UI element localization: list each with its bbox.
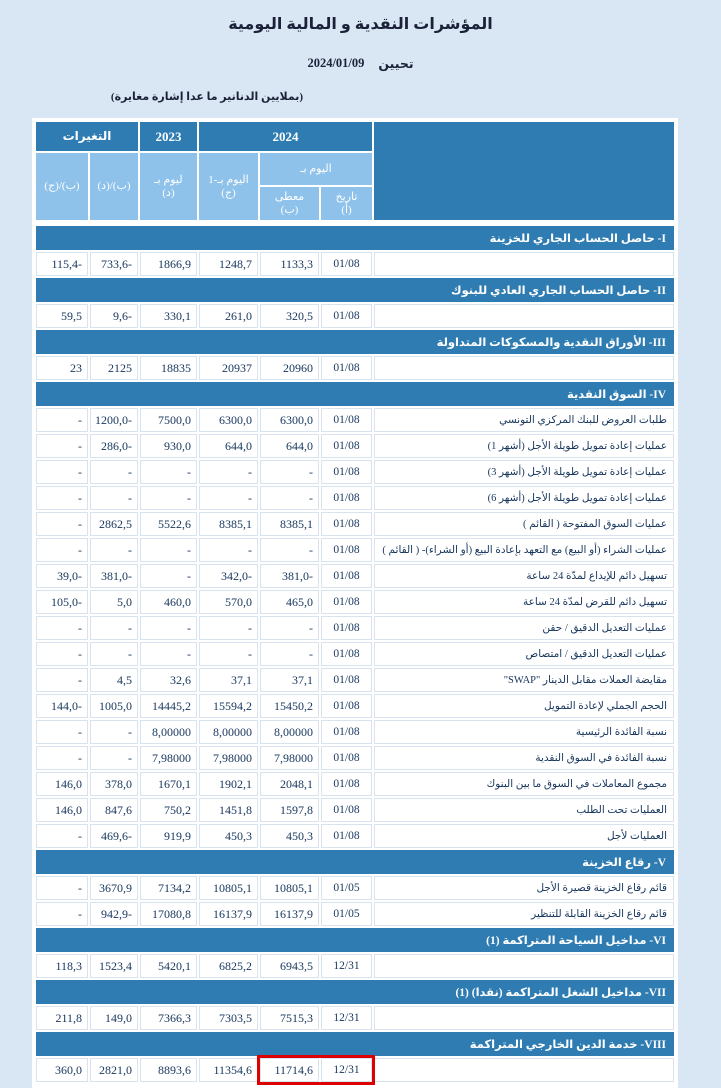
cell-change-b-over-c: -	[36, 538, 88, 562]
cell-prev-day-c: 261,0	[199, 304, 258, 328]
cell-prev-day-c: 570,0	[199, 590, 258, 614]
cell-indicator-label: عمليات التعديل الدقيق / حقن	[374, 616, 674, 640]
cell-indicator-label: الحجم الجملي لإعادة التمويل	[374, 694, 674, 718]
section-header-band: VII- مداخيل الشغل المتراكمة (نقدا) (1)	[36, 980, 674, 1004]
table-row	[36, 772, 674, 796]
cell-change-b-over-c: -	[36, 486, 88, 510]
cell-indicator-label: تسهيل دائم للقرض لمدّة 24 ساعة	[374, 590, 674, 614]
cell-change-b-over-d: -	[90, 486, 138, 510]
cell-date-a: 01/08	[321, 668, 372, 692]
cell-today-b: 1133,3	[260, 252, 319, 276]
cell-change-b-over-c: 146,0	[36, 772, 88, 796]
cell-change-b-over-d: 942,9-	[90, 902, 138, 926]
cell-change-b-over-c: -	[36, 434, 88, 458]
cell-date-a: 01/08	[321, 772, 372, 796]
cell-prev-day-c: 644,0	[199, 434, 258, 458]
cell-change-b-over-c: 146,0	[36, 798, 88, 822]
cell-prev-day-c: 1451,8	[199, 798, 258, 822]
cell-2023-d: -	[140, 538, 197, 562]
cell-today-b: 20960	[260, 356, 319, 380]
cell-date-a: 01/08	[321, 434, 372, 458]
cell-today-b: 381,0-	[260, 564, 319, 588]
cell-prev-day-c: 8385,1	[199, 512, 258, 536]
cell-date-a: 01/08	[321, 616, 372, 640]
cell-change-b-over-c: 105,0-	[36, 590, 88, 614]
cell-indicator-label	[374, 1058, 674, 1082]
cell-today-b: 8,00000	[260, 720, 319, 744]
cell-today-b: 10805,1	[260, 876, 319, 900]
cell-indicator-label: تسهيل دائم للإيداع لمدّة 24 ساعة	[374, 564, 674, 588]
cell-change-b-over-c: -	[36, 408, 88, 432]
cell-prev-day-c: -	[199, 486, 258, 510]
section-header-band: III- الأوراق النقدية والمسكوكات المتداولة	[36, 330, 674, 354]
cell-change-b-over-d: 469,6-	[90, 824, 138, 848]
cell-2023-d: 1866,9	[140, 252, 197, 276]
cell-change-b-over-d: 149,0	[90, 1006, 138, 1030]
table-row	[36, 252, 674, 276]
cell-date-a: 01/08	[321, 538, 372, 562]
cell-indicator-label	[374, 356, 674, 380]
table-row	[36, 954, 674, 978]
section-header-band: VIII- خدمة الدين الخارجي المتراكمة	[36, 1032, 674, 1056]
cell-2023-d: 7366,3	[140, 1006, 197, 1030]
cell-prev-day-c: 1248,7	[199, 252, 258, 276]
update-date: 2024/01/09	[307, 56, 365, 70]
cell-date-a: 01/08	[321, 408, 372, 432]
header-col-b-over-d: (ب)/(د)	[90, 153, 138, 220]
cell-change-b-over-d: 378,0	[90, 772, 138, 796]
cell-change-b-over-d: 733,6-	[90, 252, 138, 276]
cell-change-b-over-c: -	[36, 824, 88, 848]
header-col-d: ليوم بـ (د)	[140, 153, 197, 220]
section-header-band: I- حاصل الحساب الجاري للخزينة	[36, 226, 674, 250]
cell-change-b-over-d: 4,5	[90, 668, 138, 692]
cell-indicator-label	[374, 304, 674, 328]
cell-change-b-over-d: 2821,0	[90, 1058, 138, 1082]
cell-today-b: 37,1	[260, 668, 319, 692]
cell-prev-day-c: -	[199, 460, 258, 484]
cell-date-a: 01/08	[321, 564, 372, 588]
cell-2023-d: 7134,2	[140, 876, 197, 900]
cell-date-a: 01/08	[321, 590, 372, 614]
cell-date-a: 01/05	[321, 876, 372, 900]
cell-change-b-over-c: 23	[36, 356, 88, 380]
cell-2023-d: -	[140, 564, 197, 588]
header-col-today: اليوم بـ	[260, 153, 372, 185]
cell-indicator-label: عمليات الشراء (أو البيع) مع التعهد بإعادة البيع (أو الشراء)- ( القائم )	[374, 538, 674, 562]
cell-indicator-label: عمليات إعادة تمويل طويلة الأجل (⁦3 أشهر⁩)	[374, 460, 674, 484]
cell-prev-day-c: 450,3	[199, 824, 258, 848]
table-row	[36, 720, 674, 744]
cell-change-b-over-d: 381,0-	[90, 564, 138, 588]
cell-change-b-over-d: 1523,4	[90, 954, 138, 978]
cell-2023-d: 460,0	[140, 590, 197, 614]
cell-date-a: 01/08	[321, 746, 372, 770]
cell-date-a: 01/08	[321, 356, 372, 380]
cell-change-b-over-c: -	[36, 668, 88, 692]
header-col-b-over-c: (ب)/(ج)	[36, 153, 88, 220]
cell-date-a: 01/08	[321, 460, 372, 484]
section-header-band: V- رقاع الخزينة	[36, 850, 674, 874]
cell-change-b-over-d: -	[90, 538, 138, 562]
cell-change-b-over-c: -	[36, 720, 88, 744]
cell-change-b-over-d: -	[90, 746, 138, 770]
header-year-2024: 2024	[199, 122, 372, 151]
table-row	[36, 356, 674, 380]
cell-date-a: 01/05	[321, 902, 372, 926]
unit-note: (بملايين الدنانير ما عدا إشارة مغايرة)	[110, 91, 304, 103]
table-row	[36, 824, 674, 848]
cell-change-b-over-c: 59,5	[36, 304, 88, 328]
section-header-band: IV- السوق النقدية	[36, 382, 674, 406]
cell-change-b-over-d: 2862,5	[90, 512, 138, 536]
table-row	[36, 434, 674, 458]
cell-change-b-over-c: -	[36, 642, 88, 666]
cell-today-b: 7515,3	[260, 1006, 319, 1030]
cell-indicator-label: عمليات السوق المفتوحة ( القائم )	[374, 512, 674, 536]
header-col-b: معطى (ب)	[260, 187, 319, 220]
cell-date-a: 12/31	[321, 1006, 372, 1030]
cell-indicator-label: عمليات إعادة تمويل طويلة الأجل (⁦6 أشهر⁩)	[374, 486, 674, 510]
table-row	[36, 486, 674, 510]
update-line	[0, 56, 721, 72]
header-changes: التغيرات	[36, 122, 138, 151]
table-row	[36, 512, 674, 536]
cell-change-b-over-d: -	[90, 720, 138, 744]
table-row	[36, 590, 674, 614]
cell-2023-d: 330,1	[140, 304, 197, 328]
table-row	[36, 1006, 674, 1030]
cell-change-b-over-c: -	[36, 876, 88, 900]
cell-change-b-over-c: -	[36, 902, 88, 926]
cell-indicator-label: العمليات تحت الطلب	[374, 798, 674, 822]
cell-2023-d: -	[140, 460, 197, 484]
cell-2023-d: 930,0	[140, 434, 197, 458]
cell-today-b: 2048,1	[260, 772, 319, 796]
cell-indicator-label: عمليات إعادة تمويل طويلة الأجل (⁦1 أشهر⁩)	[374, 434, 674, 458]
table-row	[36, 798, 674, 822]
cell-2023-d: 1670,1	[140, 772, 197, 796]
cell-change-b-over-c: 39,0-	[36, 564, 88, 588]
cell-change-b-over-d: 5,0	[90, 590, 138, 614]
table-body	[36, 226, 674, 1082]
table-row	[36, 668, 674, 692]
cell-2023-d: 750,2	[140, 798, 197, 822]
cell-indicator-label: مقايضة العملات مقابل الدينار "SWAP"	[374, 668, 674, 692]
section-header-band: II- حاصل الحساب الجاري العادي للبنوك	[36, 278, 674, 302]
cell-change-b-over-d: -	[90, 460, 138, 484]
header-col-c: اليوم بـ-1 (ج)	[199, 153, 258, 220]
table-row	[36, 1058, 674, 1082]
update-label: تحيين	[378, 57, 414, 71]
cell-change-b-over-d: 1005,0	[90, 694, 138, 718]
cell-indicator-label: قائم رقاع الخزينة قصيرة الأجل	[374, 876, 674, 900]
cell-change-b-over-c: 115,4-	[36, 252, 88, 276]
cell-today-b: 15450,2	[260, 694, 319, 718]
cell-2023-d: 18835	[140, 356, 197, 380]
cell-2023-d: -	[140, 486, 197, 510]
cell-indicator-label: طلبات العروض للبنك المركزي التونسي	[374, 408, 674, 432]
cell-change-b-over-c: 118,3	[36, 954, 88, 978]
cell-2023-d: -	[140, 616, 197, 640]
cell-date-a: 01/08	[321, 694, 372, 718]
table-row	[36, 694, 674, 718]
cell-change-b-over-c: -	[36, 616, 88, 640]
cell-change-b-over-c: 360,0	[36, 1058, 88, 1082]
cell-date-a: 01/08	[321, 824, 372, 848]
cell-prev-day-c: 16137,9	[199, 902, 258, 926]
cell-change-b-over-c: -	[36, 460, 88, 484]
cell-today-b: -	[260, 616, 319, 640]
cell-prev-day-c: 6825,2	[199, 954, 258, 978]
cell-indicator-label: مجموع المعاملات في السوق ما بين البنوك	[374, 772, 674, 796]
cell-date-a: 12/31	[321, 954, 372, 978]
table-row	[36, 642, 674, 666]
cell-change-b-over-d: -	[90, 642, 138, 666]
cell-indicator-label	[374, 252, 674, 276]
table-row	[36, 746, 674, 770]
cell-today-b: -	[260, 486, 319, 510]
cell-today-b: -	[260, 642, 319, 666]
indicators-table	[32, 118, 678, 1088]
cell-date-a: 01/08	[321, 642, 372, 666]
cell-change-b-over-d: 286,0-	[90, 434, 138, 458]
cell-prev-day-c: 11354,6	[199, 1058, 258, 1082]
page-title: المؤشرات النقدية و المالية اليومية	[228, 16, 493, 33]
cell-today-b: 6943,5	[260, 954, 319, 978]
cell-indicator-label	[374, 954, 674, 978]
cell-2023-d: 7,98000	[140, 746, 197, 770]
table-header	[36, 122, 674, 220]
cell-today-b: -	[260, 460, 319, 484]
cell-change-b-over-c: 211,8	[36, 1006, 88, 1030]
cell-change-b-over-c: -	[36, 512, 88, 536]
cell-prev-day-c: -	[199, 616, 258, 640]
table-row	[36, 408, 674, 432]
cell-today-b: 11714,6	[260, 1058, 319, 1082]
cell-2023-d: 17080,8	[140, 902, 197, 926]
cell-change-b-over-c: 144,0-	[36, 694, 88, 718]
cell-indicator-label: نسبة الفائدة الرئيسية	[374, 720, 674, 744]
header-indicator-column	[374, 122, 674, 220]
cell-change-b-over-d: -	[90, 616, 138, 640]
cell-2023-d: 7500,0	[140, 408, 197, 432]
cell-indicator-label: عمليات التعديل الدقيق / امتصاص	[374, 642, 674, 666]
cell-today-b: 1597,8	[260, 798, 319, 822]
cell-prev-day-c: 342,0-	[199, 564, 258, 588]
table-row	[36, 304, 674, 328]
cell-2023-d: 32,6	[140, 668, 197, 692]
page-head	[0, 0, 721, 103]
cell-prev-day-c: -	[199, 538, 258, 562]
cell-prev-day-c: 7,98000	[199, 746, 258, 770]
cell-prev-day-c: 15594,2	[199, 694, 258, 718]
section-header-band: VI- مداخيل السياحة المتراكمة (1)	[36, 928, 674, 952]
cell-today-b: 450,3	[260, 824, 319, 848]
cell-today-b: 6300,0	[260, 408, 319, 432]
cell-2023-d: 8,00000	[140, 720, 197, 744]
cell-prev-day-c: 7303,5	[199, 1006, 258, 1030]
cell-today-b: 320,5	[260, 304, 319, 328]
table-row	[36, 538, 674, 562]
header-col-a: تاريخ (أ)	[321, 187, 372, 220]
table-row	[36, 876, 674, 900]
cell-today-b: 7,98000	[260, 746, 319, 770]
cell-today-b: 16137,9	[260, 902, 319, 926]
cell-change-b-over-d: 9,6-	[90, 304, 138, 328]
cell-today-b: 644,0	[260, 434, 319, 458]
cell-indicator-label	[374, 1006, 674, 1030]
cell-date-a: 01/08	[321, 486, 372, 510]
cell-prev-day-c: 8,00000	[199, 720, 258, 744]
cell-today-b: 8385,1	[260, 512, 319, 536]
cell-today-b: -	[260, 538, 319, 562]
table-row	[36, 902, 674, 926]
cell-2023-d: 5522,6	[140, 512, 197, 536]
cell-prev-day-c: -	[199, 642, 258, 666]
cell-date-a: 01/08	[321, 720, 372, 744]
cell-2023-d: 919,9	[140, 824, 197, 848]
cell-prev-day-c: 10805,1	[199, 876, 258, 900]
cell-change-b-over-d: 2125	[90, 356, 138, 380]
cell-change-b-over-c: -	[36, 746, 88, 770]
cell-2023-d: -	[140, 642, 197, 666]
cell-date-a: 01/08	[321, 252, 372, 276]
cell-2023-d: 8893,6	[140, 1058, 197, 1082]
cell-change-b-over-d: 847,6	[90, 798, 138, 822]
cell-date-a: 12/31	[321, 1058, 372, 1082]
cell-indicator-label: قائم رقاع الخزينة القابلة للتنظير	[374, 902, 674, 926]
cell-date-a: 01/08	[321, 512, 372, 536]
cell-date-a: 01/08	[321, 798, 372, 822]
cell-date-a: 01/08	[321, 304, 372, 328]
cell-prev-day-c: 20937	[199, 356, 258, 380]
header-year-2023: 2023	[140, 122, 197, 151]
table-row	[36, 564, 674, 588]
cell-change-b-over-d: 3670,9	[90, 876, 138, 900]
cell-prev-day-c: 37,1	[199, 668, 258, 692]
cell-2023-d: 14445,2	[140, 694, 197, 718]
table-row	[36, 460, 674, 484]
cell-indicator-label: العمليات لأجل	[374, 824, 674, 848]
cell-prev-day-c: 1902,1	[199, 772, 258, 796]
cell-2023-d: 5420,1	[140, 954, 197, 978]
cell-indicator-label: نسبة الفائدة في السوق النقدية	[374, 746, 674, 770]
cell-prev-day-c: 6300,0	[199, 408, 258, 432]
cell-change-b-over-d: 1200,0-	[90, 408, 138, 432]
table-row	[36, 616, 674, 640]
cell-today-b: 465,0	[260, 590, 319, 614]
